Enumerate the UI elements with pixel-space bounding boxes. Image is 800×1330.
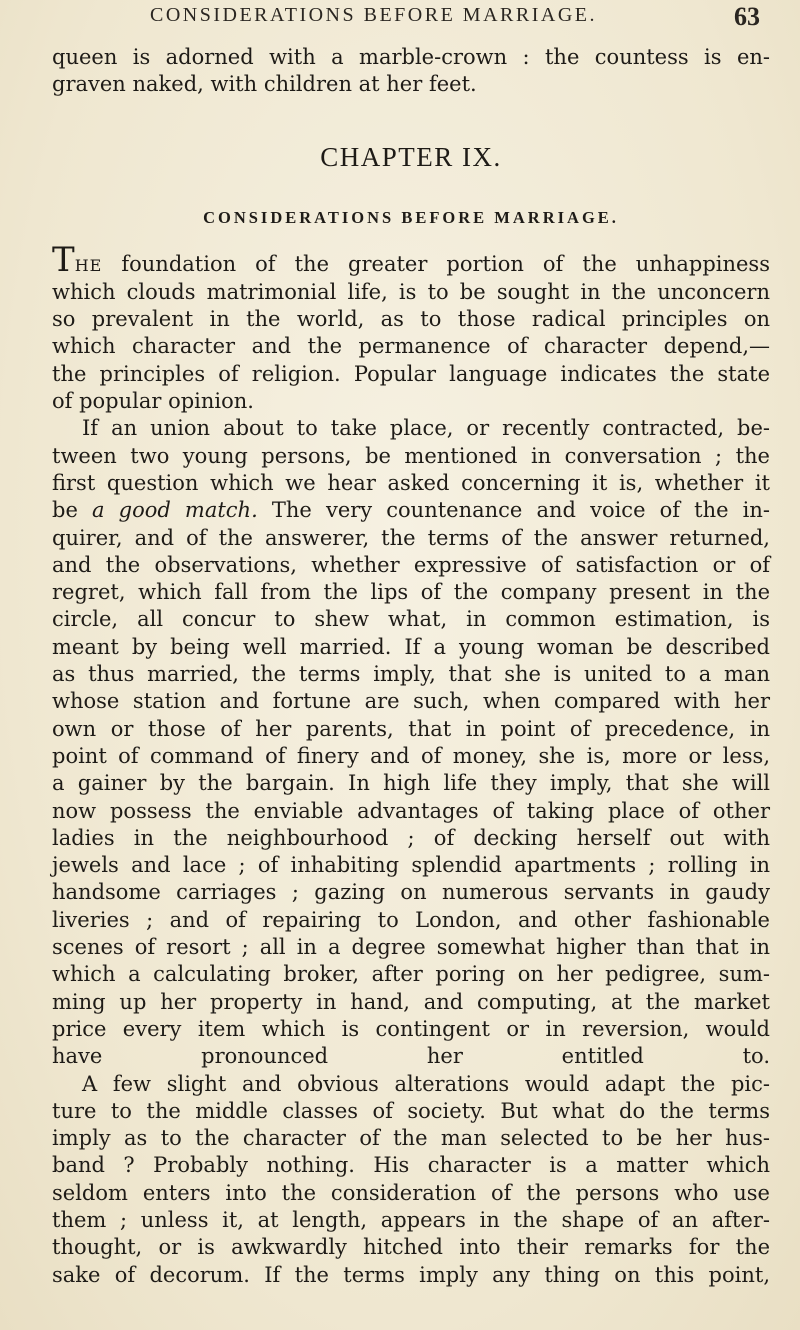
- text-line: have pronounced her entitled to.: [52, 1044, 770, 1069]
- text-line: imply as to the character of the man selected to be her hus-: [52, 1126, 770, 1151]
- text-line: tween two young persons, be mentioned in conversation ; the: [52, 443, 770, 468]
- text-line: ture to the middle classes of society. But what do the terms: [52, 1098, 770, 1123]
- text-line: be a good match. The very countenance and voice of the in-: [52, 498, 770, 523]
- text-line: A few slight and obvious alterations would adapt the pic-: [82, 1071, 770, 1096]
- text-line: regret, which fall from the lips of the company present in the: [52, 580, 770, 605]
- text-line: a gainer by the bargain. In high life they imply, that she will: [52, 771, 770, 796]
- text-line: and the observations, whether expressive of satisfaction or of: [52, 552, 770, 577]
- running-title: CONSIDERATIONS BEFORE MARRIAGE.: [150, 4, 597, 26]
- text-line: ming up her property in hand, and computing, at the market: [52, 989, 770, 1014]
- drop-cap: T: [52, 239, 75, 280]
- text-line: as thus married, the terms imply, that she is united to a man: [52, 662, 770, 687]
- text-line: ladies in the neighbourhood ; of decking herself out with: [52, 825, 770, 850]
- text-line: seldom enters into the consideration of the persons who use: [52, 1180, 770, 1205]
- text-line: handsome carriages ; gazing on numerous servants in gaudy: [52, 880, 770, 905]
- text-line: liveries ; and of repairing to London, and other fashionable: [52, 907, 770, 932]
- text-line: If an union about to take place, or recently contracted, be-: [82, 416, 770, 441]
- text-line: THE foundation of the greater portion of the unhappiness: [52, 239, 770, 280]
- italic-phrase: a good match.: [92, 498, 258, 523]
- text-line: whose station and fortune are such, when compared with her: [52, 689, 770, 714]
- text-line: them ; unless it, at length, appears in the shape of an after-: [52, 1207, 770, 1232]
- text-line: first question which we hear asked concerning it is, whether it: [52, 470, 770, 495]
- text-line: band ? Probably nothing. His character is a matter which: [52, 1153, 770, 1178]
- running-head: [0, 4, 800, 34]
- text-block: [52, 44, 770, 1289]
- text-line: which a calculating broker, after poring on her pedigree, sum-: [52, 962, 770, 987]
- text-line: own or those of her parents, that in point of precedence, in: [52, 716, 770, 741]
- small-caps-word: HE: [74, 255, 103, 275]
- text-line: which clouds matrimonial life, is to be sought in the unconcern: [52, 279, 770, 304]
- text-line: of popular opinion.: [52, 389, 254, 414]
- text-line: which character and the permanence of character depend,—: [52, 334, 770, 359]
- chapter-subtitle: CONSIDERATIONS BEFORE MARRIAGE.: [203, 207, 619, 227]
- text-line: now possess the enviable advantages of taking place of other: [52, 798, 770, 823]
- text-line: meant by being well married. If a young woman be described: [52, 634, 770, 659]
- text-line: circle, all concur to shew what, in common estimation, is: [52, 607, 770, 632]
- page-number: 63: [734, 2, 760, 31]
- text-line: sake of decorum. If the terms imply any thing on this point,: [52, 1262, 770, 1287]
- chapter-heading: CHAPTER IX.: [320, 141, 502, 172]
- text-line: the principles of religion. Popular language indicates the state: [52, 361, 770, 386]
- text-line: point of command of finery and of money, she is, more or less,: [52, 743, 770, 768]
- text-line: thought, or is awkwardly hitched into their remarks for the: [52, 1235, 770, 1260]
- text-line: jewels and lace ; of inhabiting splendid apartments ; rolling in: [52, 853, 770, 878]
- text-line: so prevalent in the world, as to those radical principles on: [52, 307, 770, 332]
- text-line: price every item which is contingent or in reversion, would: [52, 1016, 770, 1041]
- text-line: graven naked, with children at her feet.: [52, 72, 477, 97]
- text-line: quirer, and of the answerer, the terms of the answer returned,: [52, 525, 770, 550]
- text-line: queen is adorned with a marble-crown : the countess is en-: [52, 45, 770, 69]
- text-line: scenes of resort ; all in a degree somewhat higher than that in: [52, 935, 770, 960]
